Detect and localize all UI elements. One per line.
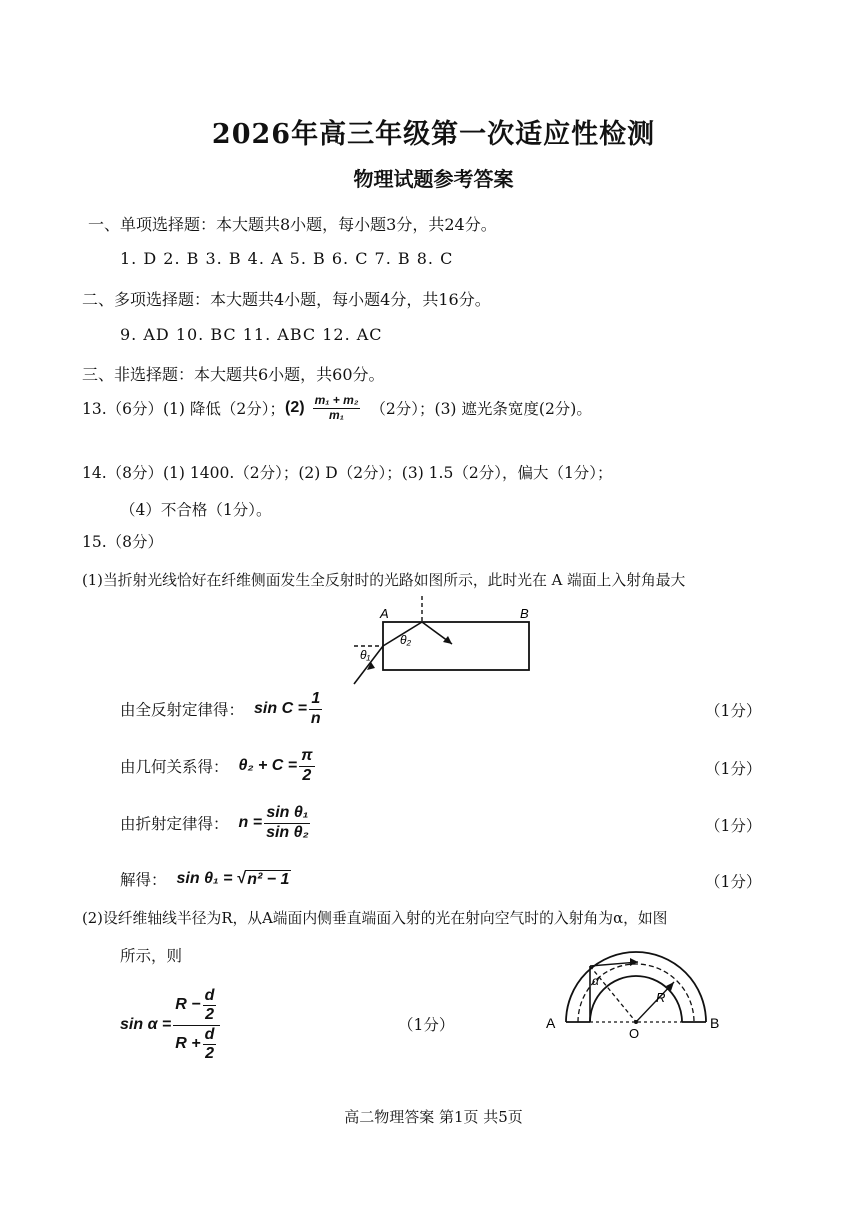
page-subtitle: 物理试题参考答案 <box>353 167 514 191</box>
law1-label: 由全反射定律得： <box>120 701 245 719</box>
fig2-label-b: B <box>710 1015 720 1031</box>
solution-label: 解得： <box>120 871 167 889</box>
law3-num: sin θ₁ <box>264 804 310 823</box>
alpha-den-inner-frac <box>203 1026 217 1064</box>
section2-heading: 二、多项选择题：本大题共4小题，每小题4分，共16分。 <box>82 290 491 309</box>
law1-num: 1 <box>309 690 322 709</box>
law2-score: （1分） <box>705 760 762 778</box>
alpha-den-fd: 2 <box>205 1044 214 1062</box>
law3-lhs: n = <box>238 814 263 831</box>
law1-den: n <box>310 709 321 727</box>
alpha-den-fn: d <box>203 1026 217 1045</box>
solution-root: n² − 1 <box>247 870 290 888</box>
center-point <box>634 1020 638 1024</box>
alpha-numerator <box>173 987 220 1026</box>
q15-p2-line1: (2)设纤维轴线半径为R，从A端面内侧垂直端面入射的光在射向空气时的入射角为α，如图 <box>82 910 668 927</box>
fig2-label-r: R <box>656 990 666 1005</box>
alpha-frac <box>173 987 220 1064</box>
law2-frac <box>299 747 314 785</box>
law1-score: （1分） <box>705 702 762 720</box>
law3-den: sin θ₂ <box>266 823 309 841</box>
q15-header: 15.（8分） <box>82 533 164 551</box>
fig1-label-a: A <box>380 606 389 621</box>
reflected-arrow-2 <box>630 958 638 966</box>
law1-lhs: sin C = <box>254 700 307 717</box>
fig2-label-alpha: α <box>592 974 599 988</box>
page-title: 2026年高三年级第一次适应性检测 <box>211 119 656 150</box>
alpha-lhs: sin α = <box>120 1016 172 1033</box>
law2-den: 2 <box>302 766 312 784</box>
alpha-den-r: R + <box>175 1035 201 1053</box>
law1-frac <box>309 690 323 728</box>
fig2-label-a: A <box>546 1015 556 1031</box>
law1-row <box>120 690 325 728</box>
law3-row <box>120 803 313 843</box>
page-footer: 高二物理答案 第1页 共5页 <box>344 1108 523 1126</box>
q13-line <box>82 394 592 423</box>
alpha-equation <box>120 985 222 1065</box>
law2-lhs: θ₂ + C = <box>238 757 298 774</box>
fig2-label-o: O <box>629 1026 640 1040</box>
section1-answers: 1. D 2. B 3. B 4. A 5. B 6. C 7. B 8. C <box>120 249 454 268</box>
alpha-num-fd: 2 <box>205 1006 214 1024</box>
reflected-arrow <box>443 636 452 644</box>
fig1-theta1: θ₁ <box>360 648 371 662</box>
solution-lhs: sin θ₁ = <box>176 870 233 887</box>
fig1-theta2: θ₂ <box>400 633 412 647</box>
section2-answers: 9. AD 10. BC 11. ABC 12. AC <box>120 325 383 344</box>
section3-heading: 三、非选择题：本大题共6小题，共60分。 <box>82 365 385 384</box>
alpha-score: （1分） <box>398 1016 455 1034</box>
section1-heading: 一、单项选择题：本大题共8小题，每小题3分，共24分。 <box>88 215 497 234</box>
semicircle-fiber-figure <box>540 940 730 1040</box>
sqrt-symbol: √ <box>236 870 246 887</box>
q13-prefix: 13.（6分）(1) 降低（2分）； <box>82 400 286 419</box>
q13-frac-den: m₁ <box>329 407 344 422</box>
fig1-label-b: B <box>520 606 529 621</box>
fiber-refraction-figure <box>340 596 540 688</box>
solution-row <box>120 866 291 892</box>
alpha-denominator <box>173 1026 220 1064</box>
law2-num: π <box>299 747 314 766</box>
q14-line1: 14.（8分）(1) 1400.（2分）；(2) D（2分）；(3) 1.5（2分），偏大（1分）； <box>82 464 613 482</box>
q15-p1-intro: (1)当折射光线恰好在纤维侧面发生全反射时的光路如图所示，此时光在 A 端面上入射角最大 <box>82 572 686 589</box>
q13-part2: (2) <box>285 399 305 417</box>
q13-frac-num: m₁ + m₂ <box>314 393 359 407</box>
law2-label: 由几何关系得： <box>120 758 229 776</box>
law3-score: （1分） <box>705 817 762 835</box>
alpha-num-inner-frac <box>203 987 217 1025</box>
law2-row <box>120 747 317 785</box>
alpha-num-r: R − <box>175 996 201 1014</box>
q14-line2: （4）不合格（1分）。 <box>120 501 272 519</box>
law3-frac <box>264 804 311 842</box>
q13-suffix: （2分）；(3) 遮光条宽度(2分)。 <box>370 400 592 419</box>
q13-fraction <box>313 394 361 423</box>
q15-p2-line2: 所示，则 <box>120 947 183 965</box>
solution-score: （1分） <box>705 873 762 891</box>
alpha-num-fn: d <box>203 987 217 1006</box>
law3-label: 由折射定律得： <box>120 815 229 833</box>
